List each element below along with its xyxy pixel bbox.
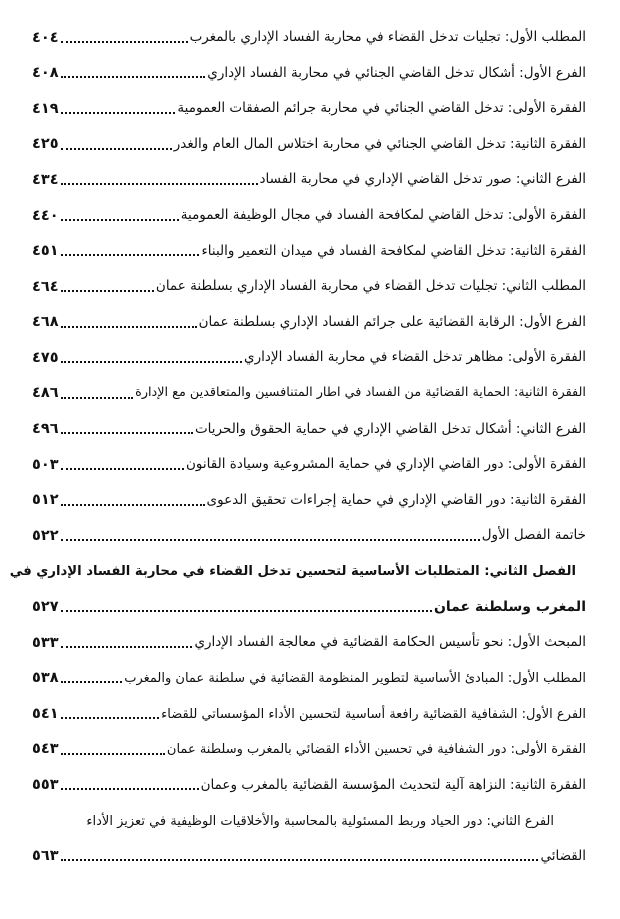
dot-leader	[61, 610, 432, 612]
toc-page-number: ٤٦٤	[32, 278, 59, 295]
toc-page-number: ٤٥١	[32, 243, 59, 260]
toc-entry	[32, 56, 586, 92]
toc-entry-title: الفرع الأول: الشفافية القضائية رافعة أساسية لتحسين الأداء المؤسساتي للقضاء	[161, 706, 586, 722]
dot-leader	[61, 539, 480, 541]
toc-entry-title: الفرع الأول: أشكال تدخل القاضي الجنائي في محاربة الفساد الإداري	[207, 64, 586, 81]
dot-leader	[61, 183, 258, 185]
toc-page-number: ٥٢٧	[32, 599, 59, 616]
toc-page-number: ٤٩٦	[32, 421, 59, 438]
toc-entry-title: الفرع الثاني: أشكال تدخل القاضي الإداري في حماية الحقوق والحريات	[194, 420, 586, 437]
toc-page-number: ٥٣٨	[32, 670, 59, 687]
toc-entry-title: المطلب الأول: تجليات تدخل القضاء في محاربة الفساد الإداري بالمغرب	[189, 29, 586, 46]
toc-entry-title: المغرب وسلطنة عمان	[433, 599, 586, 616]
toc-entry-title: المطلب الثاني: تجليات تدخل القضاء في محاربة الفساد الإداري بسلطنة عمان	[155, 278, 586, 295]
dot-leader	[61, 717, 160, 719]
toc-entry-title: خاتمة الفصل الأول	[481, 527, 586, 544]
toc-entry-title: الفرع الثاني: صور تدخل القاضي الإداري في محاربة الفساد	[259, 171, 586, 188]
chapter-heading: الفصل الثاني: المتطلبات الأساسية لتحسين تدخل القضاء في محاربة الفساد الإداري في	[9, 563, 576, 579]
toc-page-number: ٤٨٦	[32, 385, 59, 402]
dot-leader	[61, 361, 242, 363]
dot-leader	[61, 219, 179, 221]
toc-entry	[32, 269, 586, 305]
toc-entry	[32, 340, 586, 376]
toc-page-number: ٥٤١	[32, 705, 59, 722]
dot-leader	[61, 254, 200, 256]
toc-page-number: ٤٦٨	[32, 314, 59, 331]
toc-entry	[32, 234, 586, 270]
toc-entry-title: المبحث الأول: نحو تأسيس الحكامة القضائية في معالجة الفساد الإداري	[194, 634, 586, 651]
toc-entry	[32, 162, 586, 198]
toc-page-number: ٥٥٣	[32, 777, 59, 794]
dot-leader	[61, 148, 172, 150]
dot-leader	[61, 112, 176, 114]
toc-page-number: ٤٧٥	[32, 349, 59, 366]
toc-entry-title: الفقرة الثانية: النزاهة آلية لتحديث المؤسسة القضائية بالمغرب وعمان	[200, 776, 586, 793]
toc-entry	[32, 127, 586, 163]
toc-entry	[32, 412, 586, 448]
toc-entry	[32, 447, 586, 483]
dot-leader	[61, 76, 206, 78]
dot-leader	[61, 468, 184, 470]
table-of-contents	[9, 20, 586, 874]
toc-page-number: ٥٢٢	[32, 527, 59, 544]
dot-leader	[61, 41, 188, 43]
dot-leader	[61, 326, 197, 328]
toc-entry	[32, 376, 586, 412]
toc-page-number: ٤٣٤	[32, 171, 59, 188]
toc-entry-title: الفقرة الثانية: تدخل القاضي الجنائي في محاربة اختلاس المال العام والغدر	[173, 135, 586, 152]
toc-page-number: ٤٢٥	[32, 136, 59, 153]
toc-page-number: ٥١٢	[32, 492, 59, 509]
toc-entry-title: الفقرة الثانية: تدخل القاضي لمكافحة الفساد في ميدان التعمير والبناء	[201, 242, 586, 259]
toc-entry	[32, 661, 586, 697]
toc-page-number: ٥٤٣	[32, 741, 59, 758]
toc-entry-title: الفقرة الأولى: مظاهر تدخل القضاء في محاربة الفساد الإداري	[244, 349, 586, 366]
dot-leader	[61, 681, 123, 683]
toc-page-number: ٤٠٨	[32, 65, 59, 82]
toc-entry-title: القضائي	[540, 847, 586, 864]
toc-entry	[32, 198, 586, 234]
toc-entry-title: الفقرة الثانية: الحماية القضائية من الفساد في اطار المتنافسين والمتعاقدين مع الإدارة	[135, 385, 586, 401]
dot-leader	[61, 753, 165, 755]
toc-page-number: ٤١٩	[32, 100, 59, 117]
toc-page-number: ٥٠٣	[32, 456, 59, 473]
dot-leader	[61, 646, 193, 648]
toc-entry	[32, 483, 586, 519]
toc-entry-wrapped-line: الفرع الثاني: دور الحياد وربط المسئولية بالمحاسبة والأخلاقيات الوظيفية في تعزيز الأداء	[86, 814, 554, 830]
toc-entry-title: الفقرة الأولى: دور القاضي الإداري في حماية المشروعية وسيادة القانون	[186, 456, 586, 473]
toc-entry-title: الفقرة الأولى: دور الشفافية في تحسين الأداء القضائي بالمغرب وسلطنة عمان	[166, 742, 586, 758]
toc-entry-title: الفرع الأول: الرقابة القضائية على جرائم الفساد الإداري بسلطنة عمان	[198, 313, 586, 330]
toc-page-number: ٤٠٤	[32, 29, 59, 46]
toc-page-number: ٤٤٠	[32, 207, 59, 224]
dot-leader	[61, 290, 154, 292]
toc-page-number: ٥٦٣	[32, 848, 59, 865]
toc-entry	[32, 305, 586, 341]
toc-entry	[32, 518, 586, 554]
dot-leader	[61, 859, 539, 861]
toc-entry	[32, 20, 586, 56]
dot-leader	[61, 397, 134, 399]
toc-entry	[32, 696, 586, 732]
dot-leader	[61, 432, 193, 434]
toc-entry-title: الفقرة الأولى: تدخل القاضي الجنائي في محاربة جرائم الصفقات العمومية	[177, 100, 586, 117]
toc-entry-title: الفقرة الثانية: دور القاضي الإداري في حماية إجراءات تحقيق الدعوى	[206, 491, 586, 508]
toc-entry	[32, 732, 586, 768]
toc-entry-chapter	[32, 590, 586, 626]
toc-entry-title: الفقرة الأولى: تدخل القاضي لمكافحة الفساد في مجال الوظيفة العمومية	[180, 207, 586, 224]
dot-leader	[61, 788, 199, 790]
toc-entry	[32, 625, 586, 661]
dot-leader	[61, 504, 205, 506]
toc-entry	[32, 767, 586, 803]
toc-entry-title: المطلب الأول: المبادئ الأساسية لتطوير المنظومة القضائية في سلطنة عمان والمغرب	[124, 670, 586, 686]
toc-page-number: ٥٣٣	[32, 634, 59, 651]
toc-entry	[32, 91, 586, 127]
toc-entry	[32, 839, 586, 875]
